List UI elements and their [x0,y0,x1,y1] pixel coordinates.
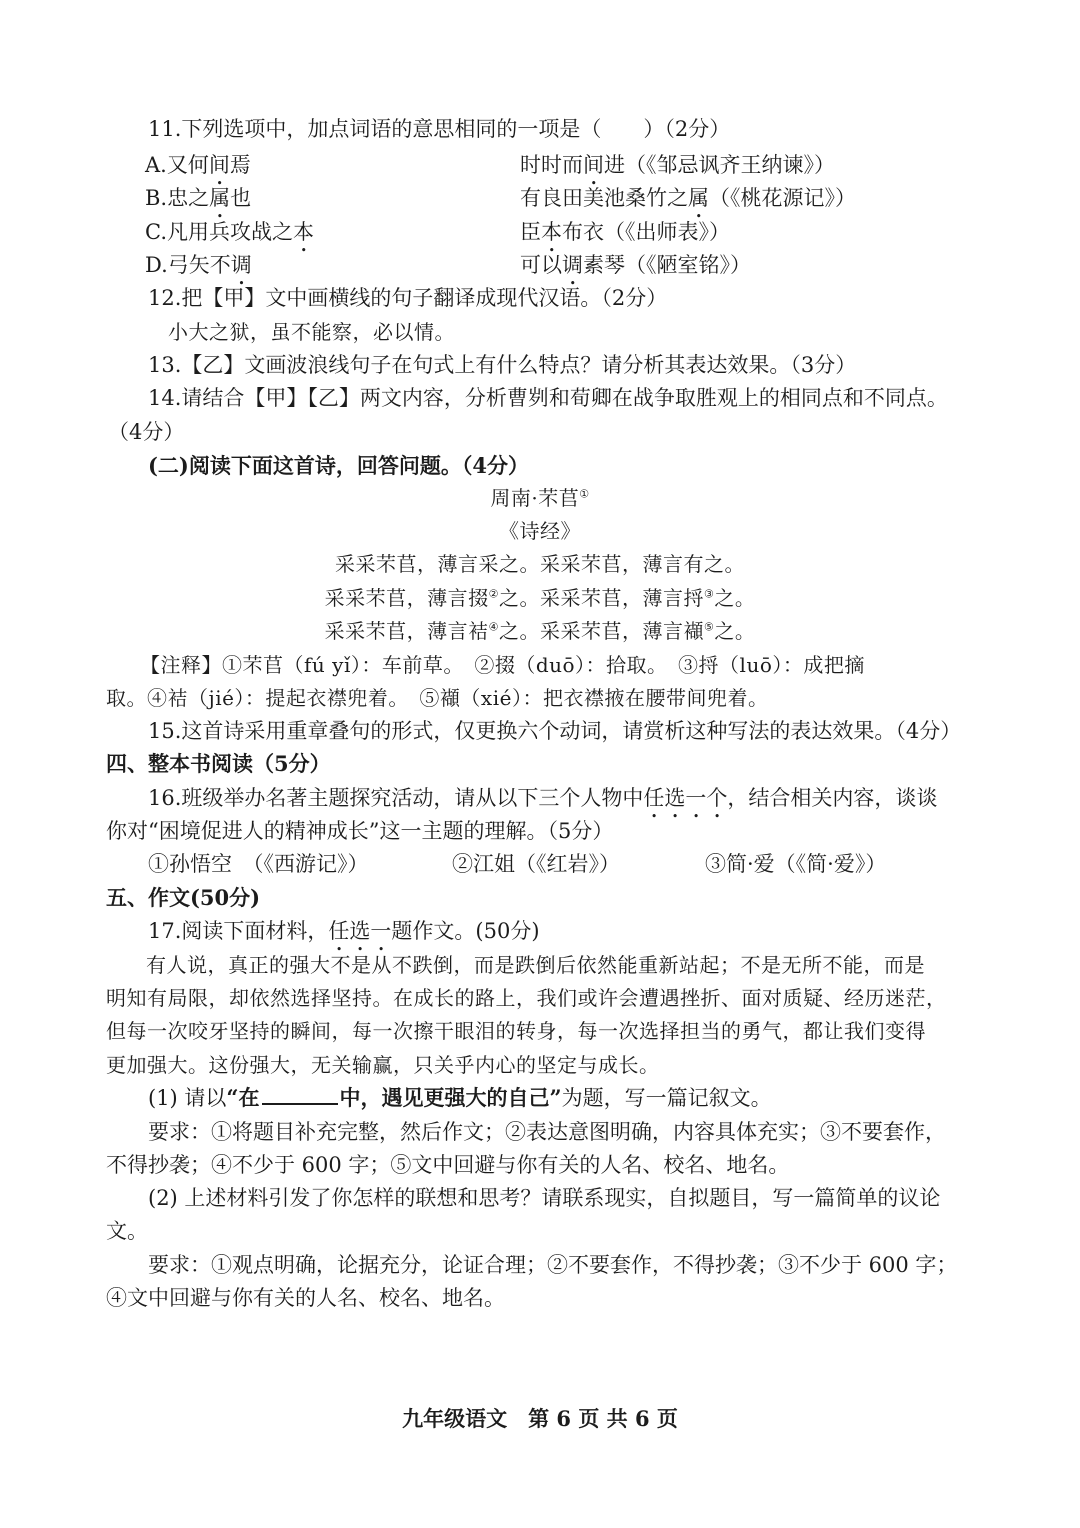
q12-sentence: 小大之狱，虽不能察，必以情。 [168,320,455,344]
poem-notes-line-2: 取。④袺（jié）：提起衣襟兜着。 ⑤襭（xié）：把衣襟掖在腰带间兜着。 [106,686,769,710]
task1-requirements-line-2: 不得抄袭；④不少于 600 字；⑤文中回避与你有关的人名、校名、地名。 [106,1153,790,1177]
q11-option-b: B.忠之属也 有良田美池桑竹之属（《桃花源记》） [145,186,856,210]
q15-stem: 15.这首诗采用重章叠句的形式，仅更换六个动词，请赏析这种写法的表达效果。（4分） [148,719,962,743]
q16-choice: ③简·爱（《简·爱》） [705,852,887,876]
q16-choice: ①孙悟空 （《西游记》） [148,852,369,876]
q16-stem: 16.班级举办名著主题探究活动，请从以下三个人物中任选一个，结合相关内容，谈谈 [148,786,938,810]
task2-line-2: 文。 [106,1219,148,1243]
poem-notes-line-1: 【注释】①芣苢（fú yǐ）：车前草。 ②掇（duō）：拾取。 ③捋（luō）：成把摘 [140,653,865,677]
q17-stem: 17.阅读下面材料，任选一题作文。(50分) [148,919,540,943]
task2-requirements-line-2: ④文中回避与你有关的人名、校名、地名。 [106,1286,505,1310]
q11-stem: 11.下列选项中，加点词语的意思相同的一项是（ ）（2分） [148,117,731,141]
poem-line-2: 采采芣苢，薄言掇②之。采采芣苢，薄言捋③之。 [324,586,756,610]
poem-source: 《诗经》 [499,519,581,543]
material-line-3: 但每一次咬牙坚持的瞬间，每一次擦干眼泪的转身，每一次选择担当的勇气，都让我们变得 [106,1019,926,1043]
q11-option-d: D.弓矢不调 可以调素琴（《陋室铭》） [145,253,751,277]
task2-requirements-line-1: 要求：①观点明确，论据充分，论证合理；②不要套作，不得抄袭；③不少于 600 字； [148,1253,958,1277]
section4-heading: 四、整本书阅读（5分） [106,751,331,776]
material-line-2: 明知有局限，却依然选择坚持。在成长的路上，我们或许会遭遇挫折、面对质疑、经历迷茫， [106,986,947,1010]
title-blank [262,1085,338,1105]
poem-line-1: 采采芣苢，薄言采之。采采芣苢，薄言有之。 [335,552,745,576]
poem-line-3: 采采芣苢，薄言袺④之。采采芣苢，薄言襭⑤之。 [324,619,756,643]
page-footer: 九年级语文 第 6 页 共 6 页 [402,1406,678,1431]
q16-stem-line-2: 你对“困境促进人的精神成长”这一主题的理解。（5分） [106,819,614,843]
q11-option-c: C.凡用兵攻战之本 臣本布衣（《出师表》） [145,220,730,244]
q14-stem: 14.请结合【甲】【乙】两文内容，分析曹刿和荀卿在战争取胜观上的相同点和不同点。 [148,386,948,410]
section2-heading: (二)阅读下面这首诗，回答问题。（4分） [148,453,529,478]
q12-stem: 12.把【甲】文中画横线的句子翻译成现代汉语。（2分） [148,286,668,310]
section5-heading: 五、作文(50分) [106,885,261,910]
task2-line-1: (2) 上述材料引发了你怎样的联想和思考？请联系现实，自拟题目，写一篇简单的议论 [148,1186,941,1210]
q11-option-a: A.又何间焉 时时而间进（《邹忌讽齐王纳谏》） [145,153,835,177]
q14-score: （4分） [108,420,185,444]
poem-title: 周南·芣苢① [490,486,590,510]
task1-requirements-line-1: 要求：①将题目补充完整，然后作文；②表达意图明确，内容具体充实；③不要套作， [148,1120,946,1144]
q13-stem: 13.【乙】文画波浪线句子在句式上有什么特点？请分析其表达效果。（3分） [148,353,857,377]
q16-choice: ②江姐（《红岩》） [452,852,620,876]
material-line-1: 有人说，真正的强大不是从不跌倒，而是跌倒后依然能重新站起；不是无所不能，而是 [146,953,925,977]
task1: (1) 请以“在 中，遇见更强大的自己”为题，写一篇记叙文。 [148,1085,772,1110]
material-line-4: 更加强大。这份强大，无关输赢，只关乎内心的坚定与成长。 [106,1053,660,1077]
